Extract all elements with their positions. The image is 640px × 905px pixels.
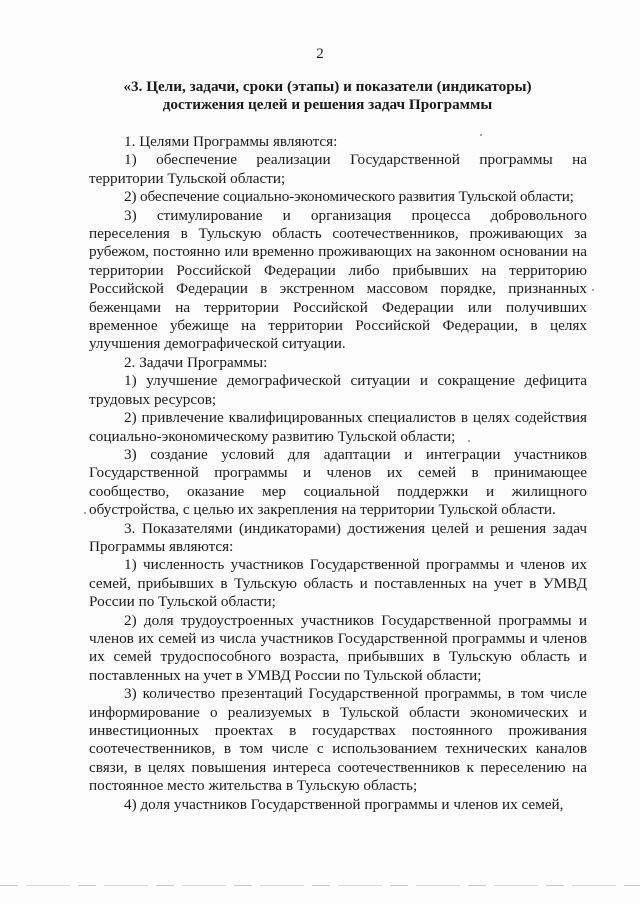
paragraph-task-1: 1) улучшение демографической ситуации и сокращение дефицита трудовых ресурсов; [89, 372, 587, 408]
paragraph-goal-1: 1) обеспечение реализации Государственной программы на территории Тульской области; [89, 151, 587, 187]
section-heading [90, 78, 565, 114]
paragraph-goals-intro: 1. Целями Программы являются: [124, 133, 338, 150]
scan-speck [468, 440, 470, 442]
paragraph-indicators-intro: 3. Показателями (индикаторами) достижения целей и решения задач Программы являются: [89, 519, 587, 555]
body-text [89, 133, 587, 814]
paragraph-tasks-intro: 2. Задачи Программы: [124, 353, 268, 371]
scan-speck [480, 134, 482, 136]
scan-artifact-line [0, 885, 640, 886]
paragraph-indicator-1: 1) численность участников Государственной программы и членов их семей, прибывших в Тульскую область и поставленных на учет в УМВД России по Тульской области; [89, 556, 587, 611]
paragraph-task-3: 3) создание условий для адаптации и интеграции участников Государственной программы и членов их семей в принимающее сообщество, оказание мер социальной поддержки и жилищного обустройства, с целью их закрепления на территории Тульской области. [89, 445, 587, 519]
page-number: 2 [316, 46, 324, 62]
paragraph-indicator-3: 3) количество презентаций Государственной программы, в том числе информирование о реализуемых в Тульской области экономических и инвестиционных проектах в государствах постоянного проживания соотечественников, в том числе с использованием технических каналов связи, в целях повышения интереса соотечественников к переселению на постоянное место жительства в Тульскую область; [89, 685, 587, 795]
heading-line-1: «3. Цели, задачи, сроки (этапы) и показатели (индикаторы) [123, 78, 532, 95]
paragraph-goal-3: 3) стимулирование и организация процесса добровольного переселения в Тульскую область соотечественников, проживающих за рубежом, постоянно или временно проживающих на законном основании на территории Российской Федерации либо прибывших на территорию Российской Федерации в экстренном массовом порядке, признанных беженцами на территории Российской Федерации или получивших временное убежище на территории Российской Федерации, в целях улучшения демографической ситуации. [89, 206, 587, 353]
scan-speck [592, 289, 594, 291]
paragraph-indicator-4: 4) доля участников Государственной программы и членов их семей, [124, 795, 564, 813]
paragraph-task-2: 2) привлечение квалифицированных специалистов в целях содействия социально-экономическому развитию Тульской области; [89, 409, 587, 445]
heading-line-2: достижения целей и решения задач Программы [162, 96, 493, 113]
paragraph-indicator-2: 2) доля трудоустроенных участников Государственной программы и членов их семей из числа участников Государственной программы и членов их семей трудоспособного возраста, прибывших в Тульскую область и поставленных на учет в УМВД России по Тульской области; [89, 611, 587, 684]
scan-speck [84, 512, 86, 514]
paragraph-goal-2: 2) обеспечение социально-экономического развития Тульской области; [124, 188, 574, 206]
